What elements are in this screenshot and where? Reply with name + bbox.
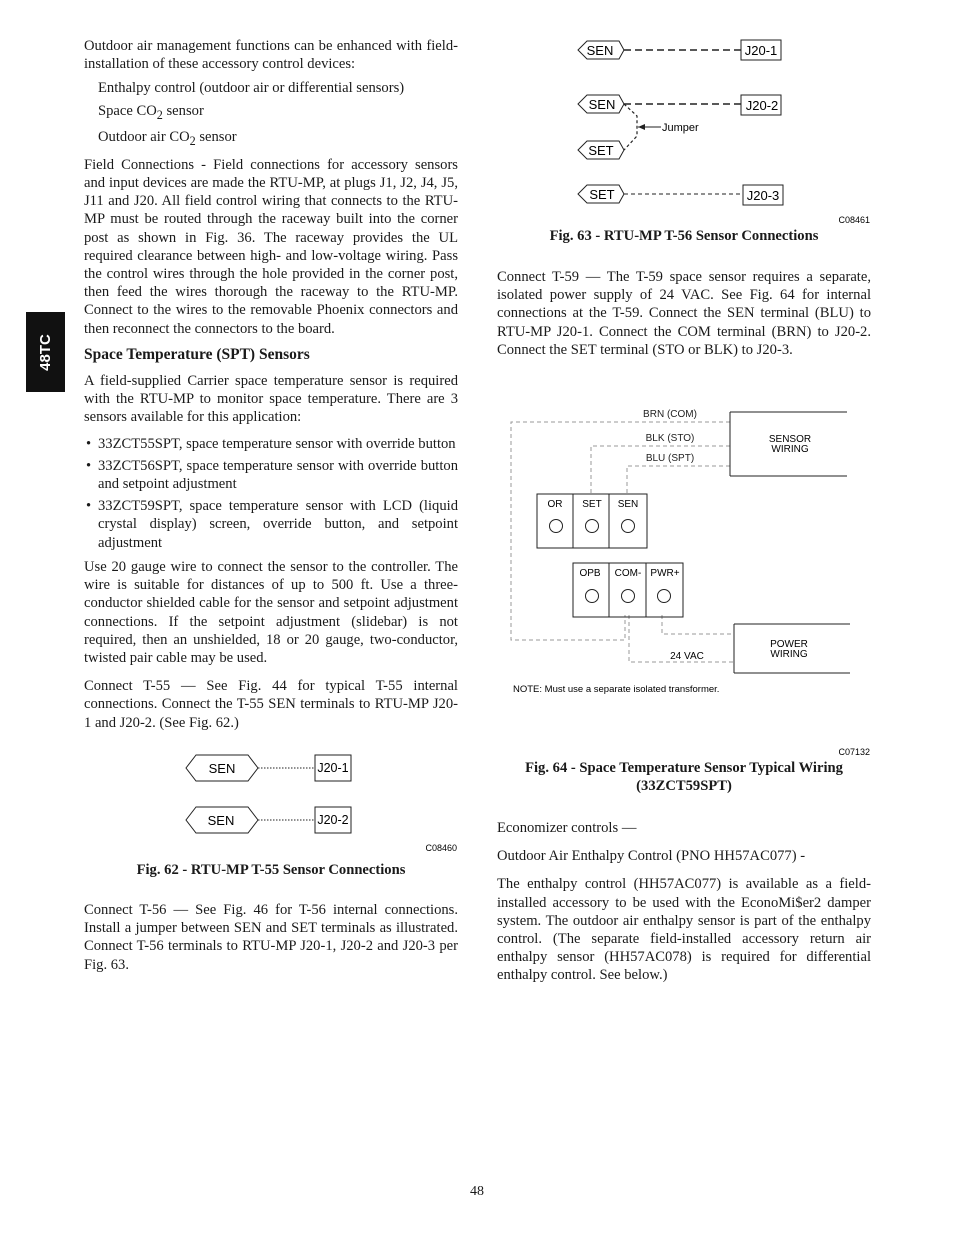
fig64-terminal-screw (586, 590, 599, 603)
fig62-j20-box-2 (315, 807, 351, 833)
fig64-terminal-label: SEN (617, 499, 639, 510)
economizer-heading: Economizer controls — (497, 820, 637, 836)
fig64-terminal-block-bottom (573, 563, 683, 617)
section-tab-label: 48TC (37, 333, 54, 371)
fig62-diagram (84, 738, 458, 858)
t56-paragraph: Connect T-56 — See Fig. 46 for T-56 internal connections. Install a jumper between SEN and SET terminals as illustrated. Connect T-56 terminals to RTU-MP J20-1, J20-2 and J20-3 per Fig. 63. (84, 901, 458, 973)
fig64-terminal-block-top (537, 494, 647, 548)
fig64-terminal-screw (658, 590, 671, 603)
device-list (98, 79, 458, 149)
fig62-j20-box-1 (315, 755, 351, 781)
fig64-note: NOTE: Must use a separate isolated transformer. (513, 684, 720, 695)
section-tab (26, 312, 65, 392)
t59-paragraph: Connect T-59 — The T-59 space sensor requires a separate, isolated power supply of 24 VAC. See Fig. 64 for internal connections at the T-59. Connect the SEN terminal (BLU) to RTU-MP J20-1. Connect the COM terminal (BRN) to J20-2. Connect the SET terminal (STO or BLK) to J20-3. (497, 269, 871, 358)
fig62-left-label: SEN (208, 760, 236, 776)
fig64-code: C07132 (838, 747, 870, 757)
fig64-terminal-screw (622, 520, 635, 533)
svg-text:WIRING: WIRING (770, 649, 808, 660)
intro-paragraph: Outdoor air management functions can be enhanced with field-installation of these accessory control devices: (84, 38, 458, 73)
fig63-left-label: SEN (588, 97, 616, 112)
fig64-terminal-label: SET (582, 499, 602, 510)
enthalpy-paragraph: The enthalpy control (HH57AC077) is available as a field-installed accessory to be used with the EconoMi$er2 damper system. The outdoor air enthalpy sensor is part of the enthalpy control. (The separate field-installed accessory return air enthalpy sensor (HH57AC078) is required for differential enthalpy control. See below.) (497, 876, 871, 984)
fig64-diagram (497, 400, 871, 760)
field-connections-paragraph: Field Connections - Field connections for accessory sensors and input devices are made the RTU-MP, at plugs J1, J2, J4, J5, J11 and J20. All field control wiring that connects to the RTU-MP must be routed through the raceway built into the corner post as shown in Fig. 36. The raceway provides the UL required clearance between high- and low-voltage wiring. Pass the control wires through the hole provided in the corner post, then feed the wires thorough the raceway to the RTU-MP. Connect to the wires to the removable Phoenix connectors and then reconnect the connectors to the board. (84, 156, 458, 337)
fig63-left-label: SET (588, 143, 614, 158)
fig62-left-label: SEN (207, 812, 235, 828)
t55-paragraph: Connect T-55 — See Fig. 44 for typical T-55 internal connections. Connect the T-55 SEN terminals to RTU-MP J20-1 and J20-2. (See Fig. 62.) (84, 678, 458, 731)
wire-paragraph: Use 20 gauge wire to connect the sensor to the controller. The wire is suitable for distances of up to 500 ft. Use a three-conductor shielded cable for the sensor and setpoint adjustment connections. If the setpoint adjustment (slidebar) is not required, then an unshielded, 18 or 20 gauge, two-conductor, twisted pair cable may be used. (84, 558, 458, 666)
fig62-caption: Fig. 62 - RTU-MP T-55 Sensor Connections (136, 861, 406, 878)
spt-heading: Space Temperature (SPT) Sensors (84, 345, 310, 363)
fig62-right-label: J20-1 (317, 760, 349, 775)
fig64-wire-label: BRN (COM) (643, 409, 697, 420)
svg-text:SENSOR: SENSOR (768, 434, 812, 445)
sensor-item: • 33ZCT56SPT, space temperature sensor with override button and setpoint adjustment (84, 457, 458, 493)
fig64-terminal-label: COM- (614, 568, 642, 579)
fig64-caption (490, 759, 878, 795)
fig64-sensor-wiring-box (730, 412, 847, 476)
fig63-arrowhead (638, 124, 645, 130)
fig64-power-wiring-box (734, 624, 850, 673)
fig63-right-label: J20-2 (745, 98, 779, 113)
fig64-caption-line: Fig. 64 - Space Temperature Sensor Typical Wiring (525, 760, 843, 776)
fig63-diagram (497, 36, 871, 226)
fig64-terminal-screw (622, 590, 635, 603)
economizer-block (497, 819, 871, 985)
device-item-outdoor-co2: Outdoor air $CO_2$ sensor (98, 128, 237, 148)
fig64-wire-label: BLU (SPT) (645, 453, 695, 464)
fig64-terminal-label: PWR+ (650, 568, 680, 579)
fig64-vac-label: 24 VAC (670, 651, 704, 662)
svg-text:POWER: POWER (770, 639, 808, 650)
fig63-right-label: J20-1 (744, 43, 778, 58)
sensor-item: • 33ZCT55SPT, space temperature sensor with override button (84, 435, 458, 453)
sensor-list (84, 435, 458, 552)
fig62-code: C08460 (425, 842, 457, 853)
fig63-caption: Fig. 63 - RTU-MP T-56 Sensor Connections (549, 228, 819, 244)
spt-intro-paragraph: A field-supplied Carrier space temperature sensor is required with the RTU-MP to monitor space temperature. There are 3 sensors available for this application: (84, 373, 458, 426)
fig63-left-label: SEN (586, 43, 614, 58)
fig63-jumper-wire (624, 104, 637, 150)
fig62-sen-tag-1 (186, 755, 258, 781)
sensor-item: • 33ZCT59SPT, space temperature sensor with LCD (liquid crystal display) screen, override button, and setpoint adjustment (84, 497, 458, 552)
fig64-terminal-screw (586, 520, 599, 533)
left-column (84, 37, 458, 974)
fig64-terminal-label: OR (547, 499, 563, 510)
enthalpy-heading: Outdoor Air Enthalpy Control (PNO HH57AC077) - (497, 848, 806, 865)
fig62-sen-tag-2 (186, 807, 258, 833)
fig63-jumper-label: Jumper (662, 122, 699, 134)
fig62-right-label: J20-2 (317, 812, 349, 827)
fig63-code: C08461 (838, 215, 870, 225)
svg-text:WIRING: WIRING (771, 444, 809, 455)
fig64-terminal-screw (550, 520, 563, 533)
device-item-space-co2: Space $CO_2$ sensor (98, 102, 204, 122)
t59-block (497, 268, 871, 359)
fig64-caption-line: (33ZCT59SPT) (636, 778, 732, 795)
fig63-left-label: SET (589, 187, 615, 202)
device-item-enthalpy: Enthalpy control (outdoor air or differential sensors) (98, 80, 405, 97)
fig64-dashed-wires (511, 422, 734, 662)
fig63-right-label: J20-3 (746, 188, 780, 203)
fig64-terminal-label: OPB (579, 568, 601, 579)
page-number: 48 (470, 1184, 484, 1199)
fig64-wire-label: BLK (STO) (645, 433, 695, 444)
